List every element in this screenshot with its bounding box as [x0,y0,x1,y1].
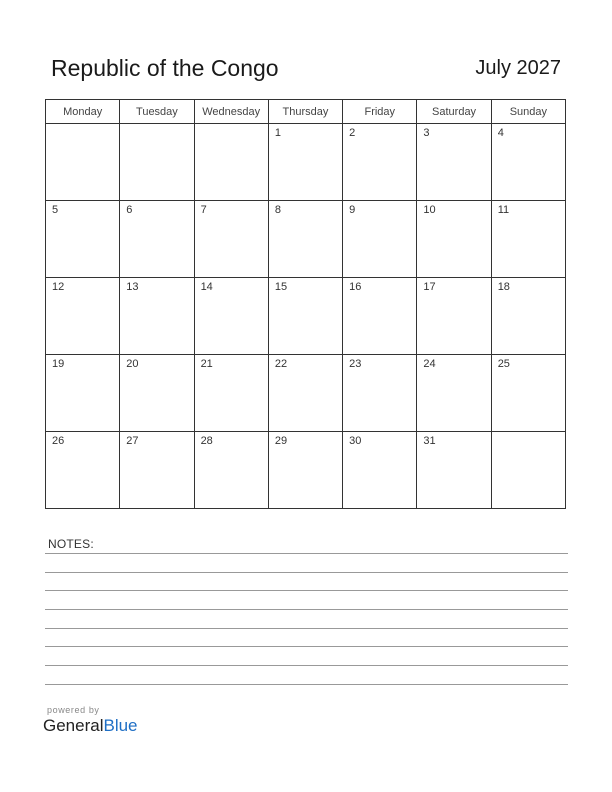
day-cell [491,124,565,201]
day-cell [268,432,342,509]
day-number: 8 [274,204,281,216]
day-number: 21 [200,358,213,370]
note-line [45,590,568,591]
day-number: 12 [52,281,65,293]
month-year: July 2027 [475,57,561,79]
day-number: 29 [274,435,288,447]
weekday-monday: Monday [46,100,120,124]
day-number: 2 [349,127,356,139]
weekday-tuesday: Tuesday [120,100,194,124]
day-cell [120,432,194,509]
day-number: 25 [497,358,510,370]
day-number: 3 [423,127,430,139]
day-number [46,124,119,127]
day-cell [417,201,491,278]
day-number: 15 [274,281,288,293]
day-cell [120,278,194,355]
day-number: 16 [349,281,362,293]
day-cell [417,278,491,355]
day-cell [120,201,194,278]
weekday-friday: Friday [343,100,417,124]
day-number: 14 [200,281,213,293]
day-number: 4 [497,127,504,139]
day-cell [268,124,342,201]
day-cell [491,355,565,432]
day-cell [343,201,417,278]
note-line [45,684,568,685]
day-cell [343,355,417,432]
day-cell [46,201,120,278]
day-cell [46,278,120,355]
week-row [46,124,566,201]
weekday-wednesday: Wednesday [194,100,268,124]
weekday-saturday: Saturday [417,100,491,124]
day-number: 26 [52,435,65,447]
week-row [46,432,566,509]
day-cell [194,124,268,201]
week-row [46,201,566,278]
day-cell [491,278,565,355]
page-title: Republic of the Congo [51,55,279,81]
day-cell [46,124,120,201]
day-cell [417,124,491,201]
day-number: 18 [497,281,510,293]
week-row [46,278,566,355]
day-cell [343,278,417,355]
day-number: 27 [126,435,139,447]
day-cell [268,278,342,355]
day-number: 1 [274,127,281,139]
note-line [45,553,568,554]
day-number: 13 [126,281,139,293]
day-number: 23 [349,358,362,370]
day-cell [417,432,491,509]
day-cell [491,201,565,278]
day-number: 6 [126,204,133,216]
week-row [46,355,566,432]
day-number [492,432,565,435]
generalblue-logo[interactable] [43,716,138,736]
day-number: 10 [423,204,436,216]
weekday-sunday: Sunday [491,100,565,124]
day-cell [194,432,268,509]
day-cell [417,355,491,432]
day-cell [46,355,120,432]
day-number: 22 [274,358,288,370]
day-cell [46,432,120,509]
powered-by-text: powered by [47,705,100,715]
day-cell [268,355,342,432]
weekday-header-row [46,100,566,124]
day-number: 9 [349,204,356,216]
day-cell [491,432,565,509]
calendar-grid [45,99,566,509]
day-number [195,124,268,127]
day-cell [194,201,268,278]
day-cell [343,432,417,509]
day-number: 20 [126,358,139,370]
day-number: 17 [423,281,436,293]
note-line [45,609,568,610]
day-number: 11 [497,204,510,216]
day-number: 30 [349,435,362,447]
logo-blue: Blue [103,716,138,735]
day-cell [120,355,194,432]
day-number: 5 [52,204,59,216]
note-line [45,646,568,647]
day-number: 31 [423,435,436,447]
day-number: 19 [52,358,65,370]
day-cell [120,124,194,201]
day-cell [268,201,342,278]
weekday-thursday: Thursday [268,100,342,124]
day-number [120,124,193,127]
day-cell [343,124,417,201]
day-number: 24 [423,358,436,370]
logo-general: General [43,716,104,735]
day-number: 7 [200,204,207,216]
day-number: 28 [200,435,213,447]
note-line [45,628,568,629]
day-cell [194,355,268,432]
notes-label: NOTES: [48,537,94,551]
day-cell [194,278,268,355]
note-line [45,572,568,573]
note-line [45,665,568,666]
